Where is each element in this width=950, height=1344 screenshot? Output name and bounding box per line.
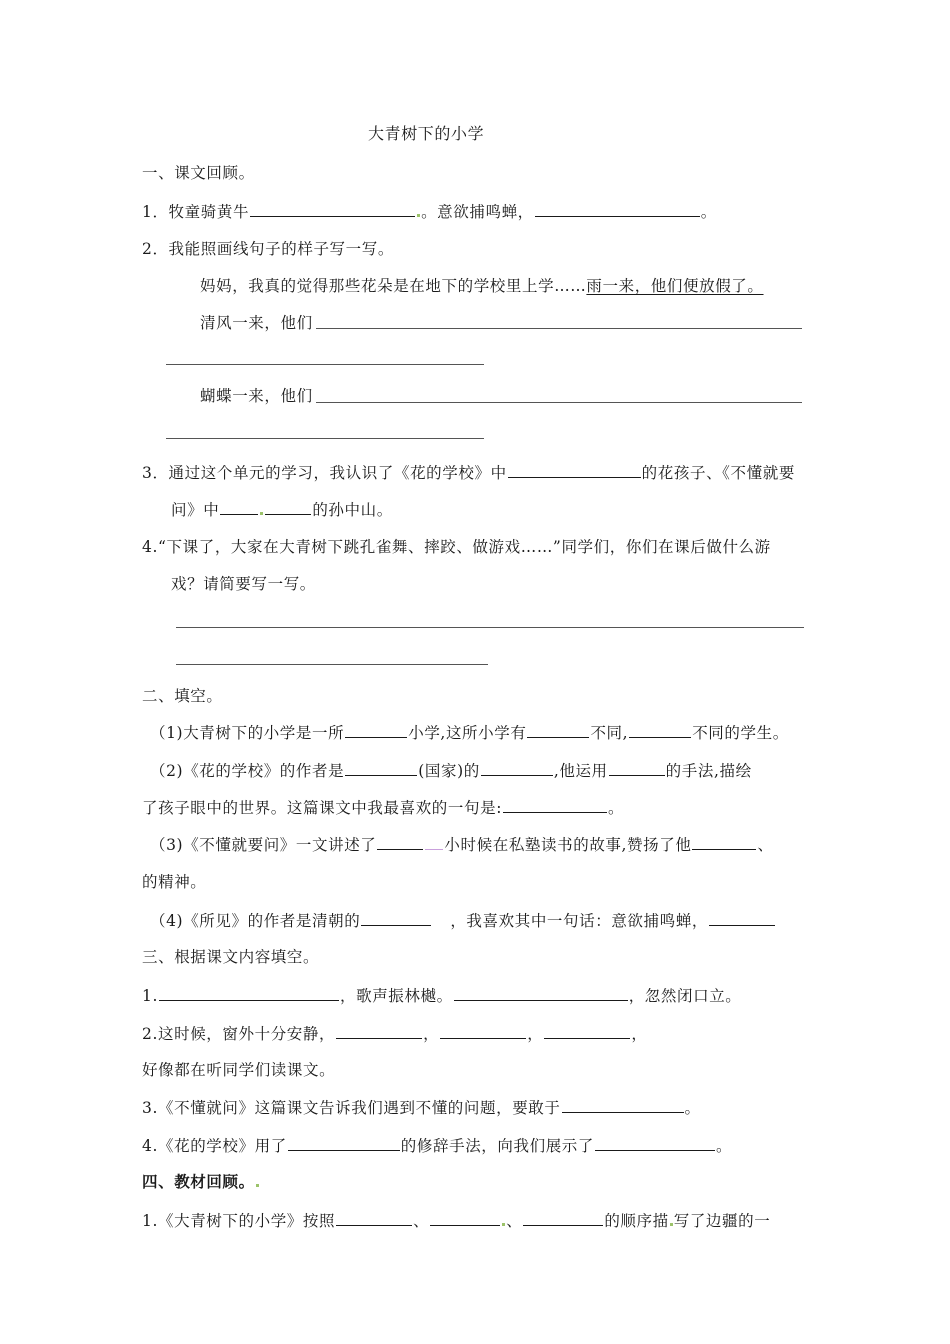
fill-line-butterfly [200,386,313,406]
q-text: ， [527,1025,544,1043]
answer-blank[interactable] [336,1023,422,1039]
answer-blank[interactable] [523,1210,603,1226]
answer-blank[interactable] [440,1023,526,1039]
q-text: ，歌声振林樾。 [340,987,453,1005]
q-text: 不同, [590,724,629,742]
answer-line[interactable] [166,364,484,365]
question-1-3-cont [171,499,393,520]
answer-blank[interactable] [609,760,665,776]
answer-blank[interactable] [454,985,628,1001]
q-text: 小学,这所小学有 [408,724,527,742]
q-text: 了孩子眼中的世界。这篇课文中我最喜欢的一句是: [142,799,503,817]
answer-blank[interactable] [508,462,641,478]
question-2-4 [150,910,776,931]
q-text: 1. [142,987,158,1005]
question-3-3 [142,1097,701,1118]
marker-dot [670,1223,673,1226]
answer-blank[interactable] [425,834,443,850]
answer-blank[interactable] [288,1135,400,1151]
question-1-2: 2．我能照画线句子的样子写一写。 [142,240,394,258]
question-2-3-cont: 的精神。 [142,873,207,891]
question-3-2-cont: 好像都在听同学们读课文。 [142,1061,336,1079]
answer-line[interactable] [166,438,484,439]
answer-blank[interactable] [250,201,415,217]
example-text: 妈妈，我真的觉得那些花朵是在地下的学校里上学…… [200,277,587,295]
prompt-text: 清风一来，他们 [200,314,313,332]
answer-blank[interactable] [481,760,553,776]
answer-blank[interactable] [345,760,417,776]
answer-line[interactable] [316,328,802,329]
marker-dot [502,1223,505,1226]
page-title: 大青树下的小学 [368,124,485,143]
q-text: 问》中 [171,501,220,519]
answer-line[interactable] [176,664,488,665]
q-text: 1．牧童骑黄牛 [142,203,250,221]
example-underlined: 雨一来，他们便放假了。 [586,277,764,295]
answer-line[interactable] [316,402,802,403]
q-text: 。 [716,1137,733,1155]
q-text: ，忽然闭口立。 [628,987,742,1005]
q-text: 的花孩子、《不懂就要 [641,464,795,482]
answer-blank[interactable] [535,201,700,217]
q-text: （3)《不懂就要问》一文讲述了 [150,836,377,854]
q-text: 。意欲捕鸣蝉， [421,203,534,221]
q-text: 、 [413,1212,430,1230]
answer-blank[interactable] [692,834,756,850]
marker-dot [256,1184,259,1187]
q-text: 3.《不懂就问》这篇课文告诉我们遇到不懂的问题，要敢于 [142,1099,561,1117]
q-text: 1.《大青树下的小学》按照 [142,1212,336,1230]
answer-blank[interactable] [595,1135,715,1151]
question-4-1 [142,1210,770,1231]
q-text: 3．通过这个单元的学习，我认识了《花的学校》中 [142,464,507,482]
question-3-4 [142,1135,732,1156]
q-text: （2)《花的学校》的作者是 [150,762,345,780]
question-1-4: 4.“下课了，大家在大青树下跳孔雀舞、摔跤、做游戏……”同学们，你们在课后做什么游 [142,538,771,556]
q-text: 的顺序描 [604,1212,669,1230]
question-2-1 [150,722,789,743]
section-heading-2: 二、填空。 [142,687,223,705]
q-text: 、 [757,836,774,854]
question-1-3 [142,462,795,483]
section-heading-1: 一、课文回顾。 [142,164,255,182]
question-3-1 [142,985,741,1006]
answer-blank[interactable] [562,1097,684,1113]
question-2-2 [150,760,752,781]
q-text: 不同的学生。 [692,724,789,742]
answer-blank[interactable] [361,910,431,926]
q-text: 2.这时候，窗外十分安静， [142,1025,336,1043]
q-text: （1)大青树下的小学是一所 [150,724,345,742]
heading-text: 四、教材回顾。 [142,1172,255,1191]
answer-blank[interactable] [265,499,311,515]
answer-blank[interactable] [544,1023,630,1039]
q-text: 。 [700,203,717,221]
answer-blank[interactable] [503,797,607,813]
q-text: 的孙中山。 [312,501,393,519]
answer-blank[interactable] [377,834,423,850]
q-text: 、 [506,1212,523,1230]
question-1-1 [142,201,717,222]
q-text: 。 [608,799,625,817]
marker-dot [260,512,263,515]
q-text: ,他运用 [553,762,608,780]
q-text: 的修辞手法，向我们展示了 [400,1137,594,1155]
answer-blank[interactable] [220,499,258,515]
answer-blank[interactable] [709,910,775,926]
answer-blank[interactable] [629,722,691,738]
q-text: ， [631,1025,648,1043]
q-text: 写了边疆的一 [673,1212,771,1230]
q-text: （4)《所见》的作者是清朝的 [150,912,361,930]
answer-line[interactable] [176,627,804,628]
q-text: ，我喜欢其中一句话：意欲捕鸣蝉， [450,912,708,930]
section-heading-4 [142,1172,260,1192]
question-2-2-cont [142,797,624,818]
prompt-text: 蝴蝶一来，他们 [200,387,313,405]
answer-blank[interactable] [430,1210,500,1226]
question-2-3 [150,834,774,855]
answer-blank[interactable] [527,722,589,738]
example-sentence [200,276,764,296]
fill-line-breeze [200,313,313,333]
question-3-2 [142,1023,647,1044]
q-text: ， [423,1025,440,1043]
q-text: 的手法,描绘 [665,762,752,780]
q-text: (国家)的 [418,762,480,780]
marker-dot [417,214,420,217]
answer-blank[interactable] [159,985,339,1001]
q-text: 4.《花的学校》用了 [142,1137,287,1155]
question-1-4-cont: 戏？请简要写一写。 [171,575,316,593]
section-heading-3: 三、根据课文内容填空。 [142,948,320,966]
q-text: 小时候在私塾读书的故事,赞扬了他 [444,836,692,854]
q-text: 。 [684,1099,701,1117]
answer-blank[interactable] [336,1210,412,1226]
answer-blank[interactable] [345,722,407,738]
